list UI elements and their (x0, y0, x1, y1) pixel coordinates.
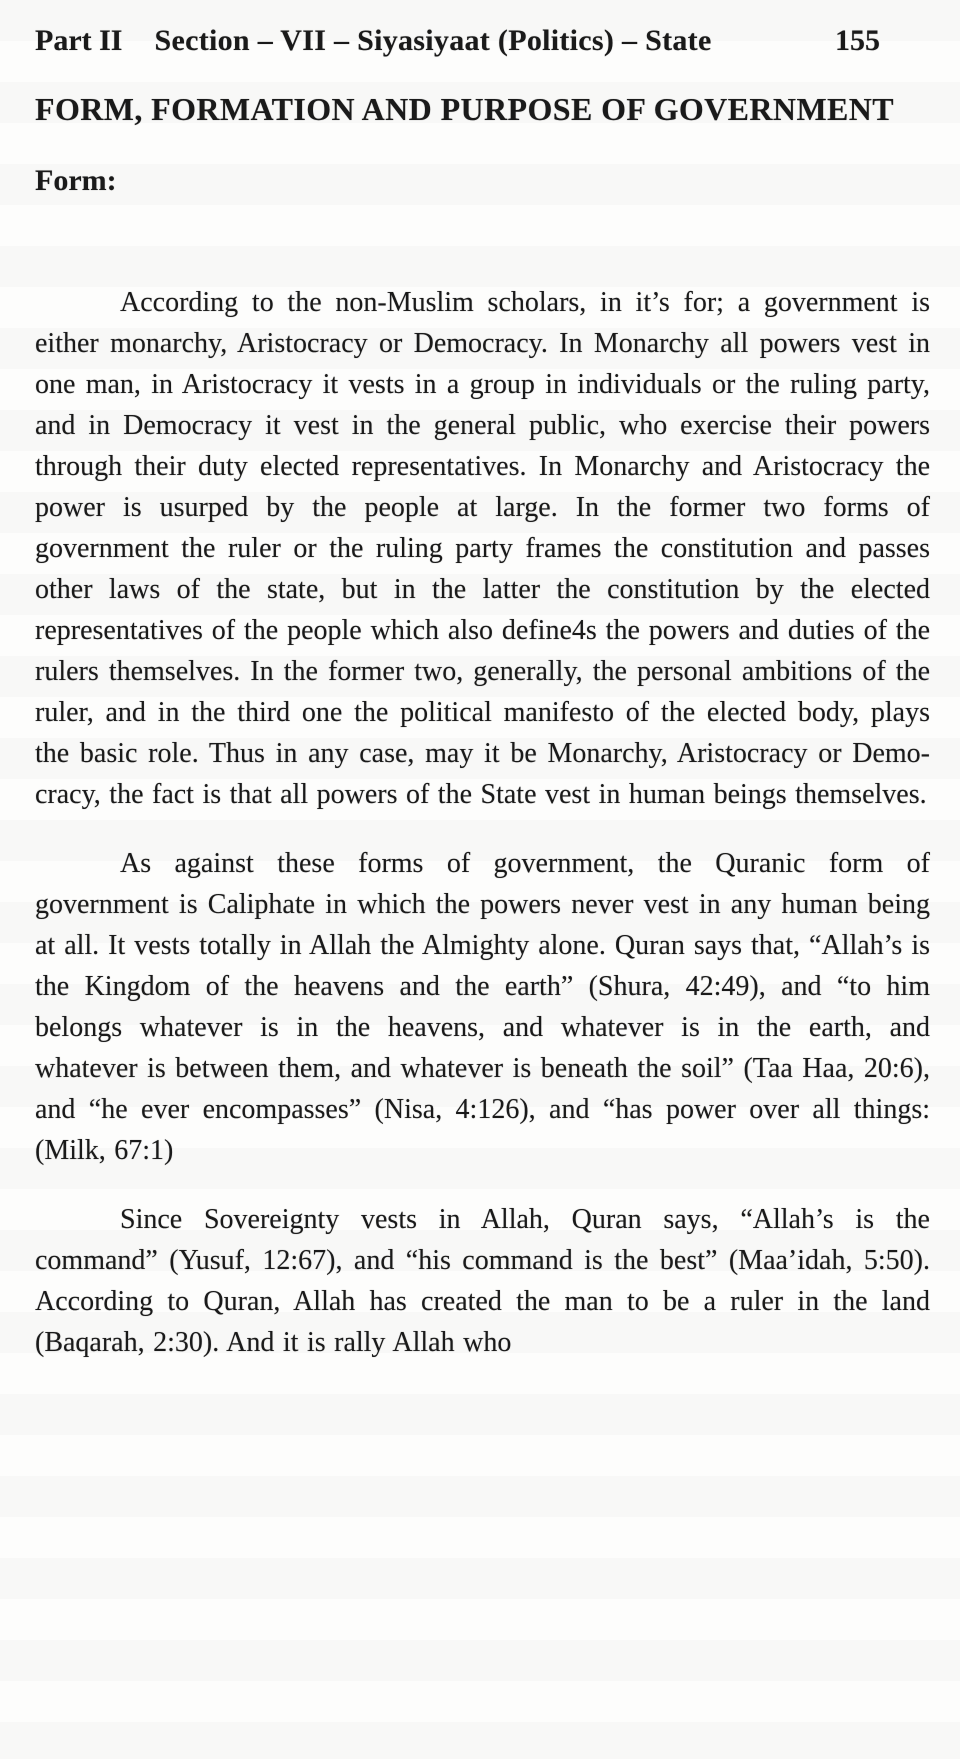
subheading-form: Form: (35, 164, 117, 197)
paragraph-quranic-form: As against these forms of government, the Quranic form of government is Caliphate in which the powers never vest in any human being at all. It vests totally in Allah the Almighty alone. Quran says that, “Allah’s is the Kingdom of the heavens and the earth” (Shura, 42:49), and “to him belongs whatever is in the heavens, and whatever is in the earth, and whatever is between them, and whatever is beneath the soil” (Taa Haa, 20:6), and “he ever encompasses” (Nisa, 4:126), and “has power over all things: (Milk, 67:1) (35, 848, 930, 1166)
header-part-label: Part II (35, 24, 123, 57)
paragraph-forms-of-government: According to the non-Muslim scholars, in it’s for; a government is either monarchy, Aristocracy or Democracy. In Monarchy all powers vest in one man, in Aristocracy it vests in a group in individuals or the ruling party, and in Democracy it vest in the general public, who exercise their powers through their duty elected representatives. In Monarchy and Aristocracy the power is usurped by the people at large. In the former two forms of government the ruler or the ruling party frames the constitution and passes other laws of the state, but in the latter the constitution by the elected representatives of the people which also define4s the powers and duties of the rulers themselves. In the former two, generally, the personal ambitions of the ruler, and in the third one the political manifesto of the elected body, plays the basic role. Thus in any case, may it be Monarchy, Aristocracy or Demo-cracy, the fact is that all powers of the State vest in human beings themselves. (35, 287, 930, 810)
page-header (35, 22, 930, 60)
page-title: FORM, FORMATION AND PURPOSE OF GOVERNMENT (35, 91, 895, 127)
header-section-label: Section – VII – Siyasiyaat (Politics) – State (154, 24, 712, 57)
paragraph-sovereignty: Since Sovereignty vests in Allah, Quran says, “Allah’s is the command” (Yusuf, 12:67), and “his command is the best” (Maa’idah, 5:50). According to Quran, Allah has created the man to be a ruler in the land (Baqarah, 2:30). And it is rally Allah who (35, 1204, 930, 1358)
header-page-number: 155 (835, 24, 880, 57)
